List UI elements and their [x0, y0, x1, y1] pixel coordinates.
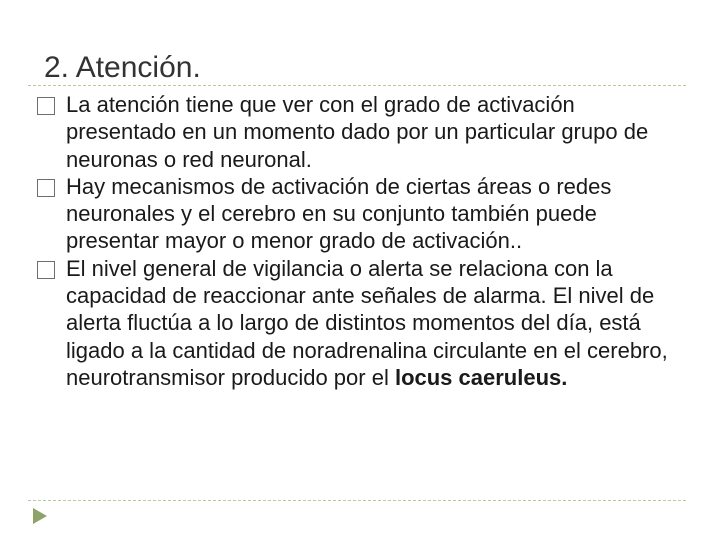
bullet-text: Hay mecanismos de activación de ciertas áreas o redes neuronales y el cerebro en su conjunto también puede presentar mayor o menor grado de activación.. — [66, 173, 612, 254]
box-bullet-icon — [37, 179, 55, 197]
box-bullet-icon — [37, 261, 55, 279]
title-divider — [28, 85, 686, 86]
bullet-text: La atención tiene que ver con el grado de activación presentado en un momento dado por un particular grupo de neuronas o red neuronal. — [66, 92, 649, 172]
box-bullet-icon — [37, 97, 55, 115]
bullet-bold-text: locus caeruleus. — [394, 364, 568, 390]
bullet-item — [34, 173, 684, 255]
bullet-text: El nivel general de vigilancia o alerta se relaciona con la capacidad de reaccionar ante señales de alarma. El nivel de alerta fluctúa a lo largo de distintos momentos del día, está ligado a la cantidad de noradrenalina circulante en el cerebro, neurotransmisor producido por el — [66, 255, 668, 390]
bullet-item — [34, 255, 684, 391]
slide-title: 2. Atención. — [44, 51, 201, 84]
slide-body — [34, 91, 684, 391]
play-arrow-icon[interactable] — [30, 506, 50, 526]
bullet-item — [34, 91, 684, 173]
footer-divider — [28, 500, 686, 501]
